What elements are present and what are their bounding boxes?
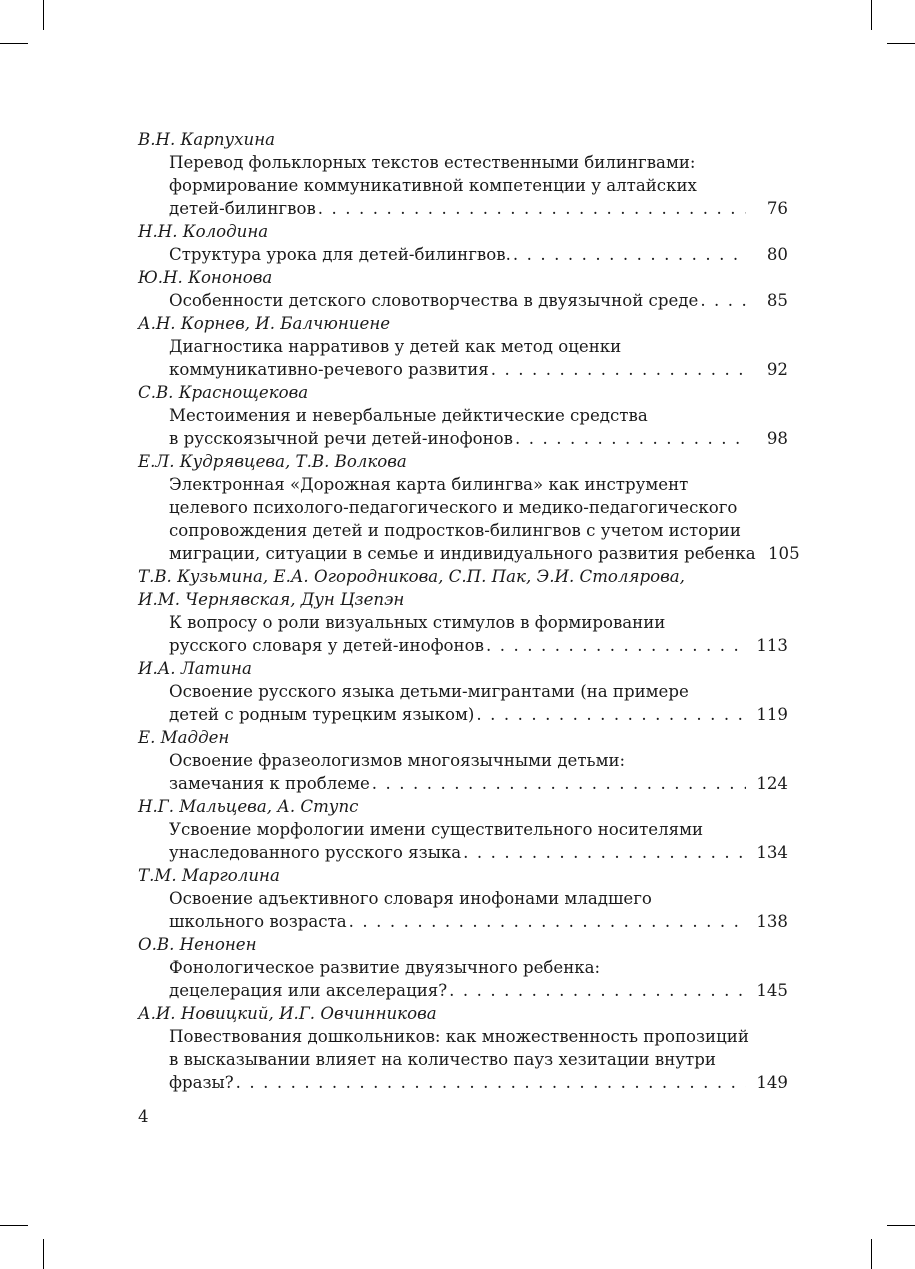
toc-entry-title [169, 473, 800, 565]
toc-entry [138, 381, 788, 450]
toc-entry-authors: Е.Л. Кудрявцева, Т.В. Волкова [138, 452, 407, 471]
toc-entry-title [169, 611, 788, 657]
title-last-line [169, 427, 788, 450]
toc-entry-title [169, 289, 788, 312]
toc-entry-title [169, 887, 788, 933]
toc-entry-authors: О.В. Ненонен [138, 935, 257, 954]
toc-entry-authors: И.А. Латина [138, 659, 252, 678]
toc-entry-title [169, 1025, 788, 1094]
toc-page-number: 124 [756, 774, 788, 793]
toc-entry-authors: Н.Г. Мальцева, А. Ступс [138, 797, 359, 816]
title-line: детей-билингвов [169, 199, 316, 218]
toc-entry [138, 795, 788, 864]
title-last-line [169, 358, 788, 381]
toc-entry-title [169, 749, 788, 795]
toc-page-number: 119 [756, 705, 788, 724]
toc-entry-authors: А.И. Новицкий, И.Г. Овчинникова [138, 1004, 437, 1023]
toc-entry [138, 1002, 788, 1094]
title-line: фразы? [169, 1073, 234, 1092]
title-last-line [169, 542, 800, 565]
title-line: русского словаря у детей-инофонов [169, 636, 484, 655]
title-last-line [169, 634, 788, 657]
toc-entry [138, 933, 788, 1002]
toc-page-number: 80 [766, 245, 788, 264]
toc-page-number: 92 [766, 360, 788, 379]
toc-entry [138, 565, 788, 657]
title-line: Освоение фразеологизмов многоязычными детьми: [169, 751, 626, 770]
toc-entry [138, 864, 788, 933]
toc-entry-authors: В.Н. Карпухина [138, 130, 276, 149]
title-line: Электронная «Дорожная карта билингва» как инструмент [169, 475, 689, 494]
title-last-line [169, 772, 788, 795]
title-last-line [169, 841, 788, 864]
dot-leader [349, 910, 746, 933]
title-line: Особенности детского словотворчества в двуязычной среде [169, 291, 699, 310]
toc-entry-authors: Т.М. Марголина [138, 866, 280, 885]
dot-leader [476, 703, 746, 726]
dot-leader [700, 289, 746, 312]
toc-entry-authors: Т.В. Кузьмина, Е.А. Огородникова, С.П. Пак, Э.И. Столярова, [138, 567, 685, 586]
title-last-line [169, 197, 788, 220]
title-last-line [169, 703, 788, 726]
dot-leader [236, 1071, 746, 1094]
toc-entry-title [169, 404, 788, 450]
toc-entry-title [169, 151, 788, 220]
table-of-contents [138, 128, 800, 1094]
crop-mark-bottom-right-h [887, 1225, 915, 1226]
crop-mark-bottom-left-h [0, 1225, 28, 1226]
title-line: коммуникативно-речевого развития [169, 360, 489, 379]
title-line: детей с родным турецким языком) [169, 705, 475, 724]
title-line: Диагностика нарративов у детей как метод оценки [169, 337, 622, 356]
crop-mark-top-right-h [887, 43, 915, 44]
title-last-line [169, 289, 788, 312]
title-line: формирование коммуникативной компетенции у алтайских [169, 176, 697, 195]
toc-entry [138, 657, 788, 726]
toc-page-number: 85 [766, 291, 788, 310]
toc-entry-title [169, 956, 788, 1002]
title-line: в русскоязычной речи детей-инофонов [169, 429, 513, 448]
crop-mark-bottom-right-v [871, 1239, 872, 1269]
title-line: в высказывании влияет на количество пауз хезитации внутри [169, 1050, 716, 1069]
title-line: Фонологическое развитие двуязычного ребенка: [169, 958, 601, 977]
title-line: целевого психолого-педагогического и медико-педагогического [169, 498, 738, 517]
crop-mark-top-left-v [43, 0, 44, 30]
dot-leader [491, 358, 746, 381]
toc-entry [138, 726, 788, 795]
toc-entry-title [169, 335, 788, 381]
dot-leader [372, 772, 746, 795]
title-last-line [169, 243, 788, 266]
title-line: миграции, ситуации в семье и индивидуального развития ребенка [169, 544, 756, 563]
toc-page-number: 149 [756, 1073, 788, 1092]
title-line: сопровождения детей и подростков-билингвов с учетом истории [169, 521, 741, 540]
title-line: замечания к проблеме [169, 774, 370, 793]
toc-entry [138, 312, 788, 381]
toc-entry-title [169, 818, 788, 864]
title-line: Освоение русского языка детьми-мигрантами (на примере [169, 682, 689, 701]
crop-mark-top-right-v [871, 0, 872, 30]
toc-entry-title [169, 680, 788, 726]
toc-page-number: 113 [756, 636, 788, 655]
crop-mark-bottom-left-v [43, 1239, 44, 1269]
page-number: 4 [138, 1107, 149, 1126]
title-line: Перевод фольклорных текстов естественными билингвами: [169, 153, 696, 172]
toc-entry [138, 266, 788, 312]
title-line: Местоимения и невербальные дейктические средства [169, 406, 648, 425]
toc-entry-title [169, 243, 788, 266]
toc-page-number: 105 [767, 544, 800, 563]
toc-page-number: 76 [766, 199, 788, 218]
toc-page-number: 98 [766, 429, 788, 448]
toc-entry-authors: Н.Н. Колодина [138, 222, 269, 241]
toc-page-number: 138 [756, 912, 788, 931]
title-line: Повествования дошкольников: как множественность пропозиций [169, 1027, 749, 1046]
title-line: Структура урока для детей-билингвов. [169, 245, 511, 264]
title-line: Усвоение морфологии имени существительного носителями [169, 820, 704, 839]
title-line: децелерация или акселерация? [169, 981, 448, 1000]
dot-leader [515, 427, 746, 450]
toc-entry [138, 220, 788, 266]
title-last-line [169, 979, 788, 1002]
dot-leader [463, 841, 746, 864]
title-line: унаследованного русского языка [169, 843, 462, 862]
toc-entry [138, 128, 788, 220]
dot-leader [513, 243, 746, 266]
dot-leader [486, 634, 746, 657]
toc-entry-authors: С.В. Краснощекова [138, 383, 309, 402]
dot-leader [449, 979, 746, 1002]
title-last-line [169, 1071, 788, 1094]
title-line: Освоение адъективного словаря инофонами младшего [169, 889, 652, 908]
toc-entry [138, 450, 800, 565]
toc-entry-authors: Е. Мадден [138, 728, 230, 747]
toc-entry-authors: Ю.Н. Кононова [138, 268, 273, 287]
toc-entry-authors: И.М. Чернявская, Дун Цзепэн [138, 590, 405, 609]
toc-page-number: 134 [756, 843, 788, 862]
toc-entry-authors: А.Н. Корнев, И. Балчюниене [138, 314, 391, 333]
title-line: К вопросу о роли визуальных стимулов в формировании [169, 613, 666, 632]
title-last-line [169, 910, 788, 933]
dot-leader [318, 197, 746, 220]
toc-page-number: 145 [756, 981, 788, 1000]
title-line: школьного возраста [169, 912, 347, 931]
crop-mark-top-left-h [0, 43, 28, 44]
